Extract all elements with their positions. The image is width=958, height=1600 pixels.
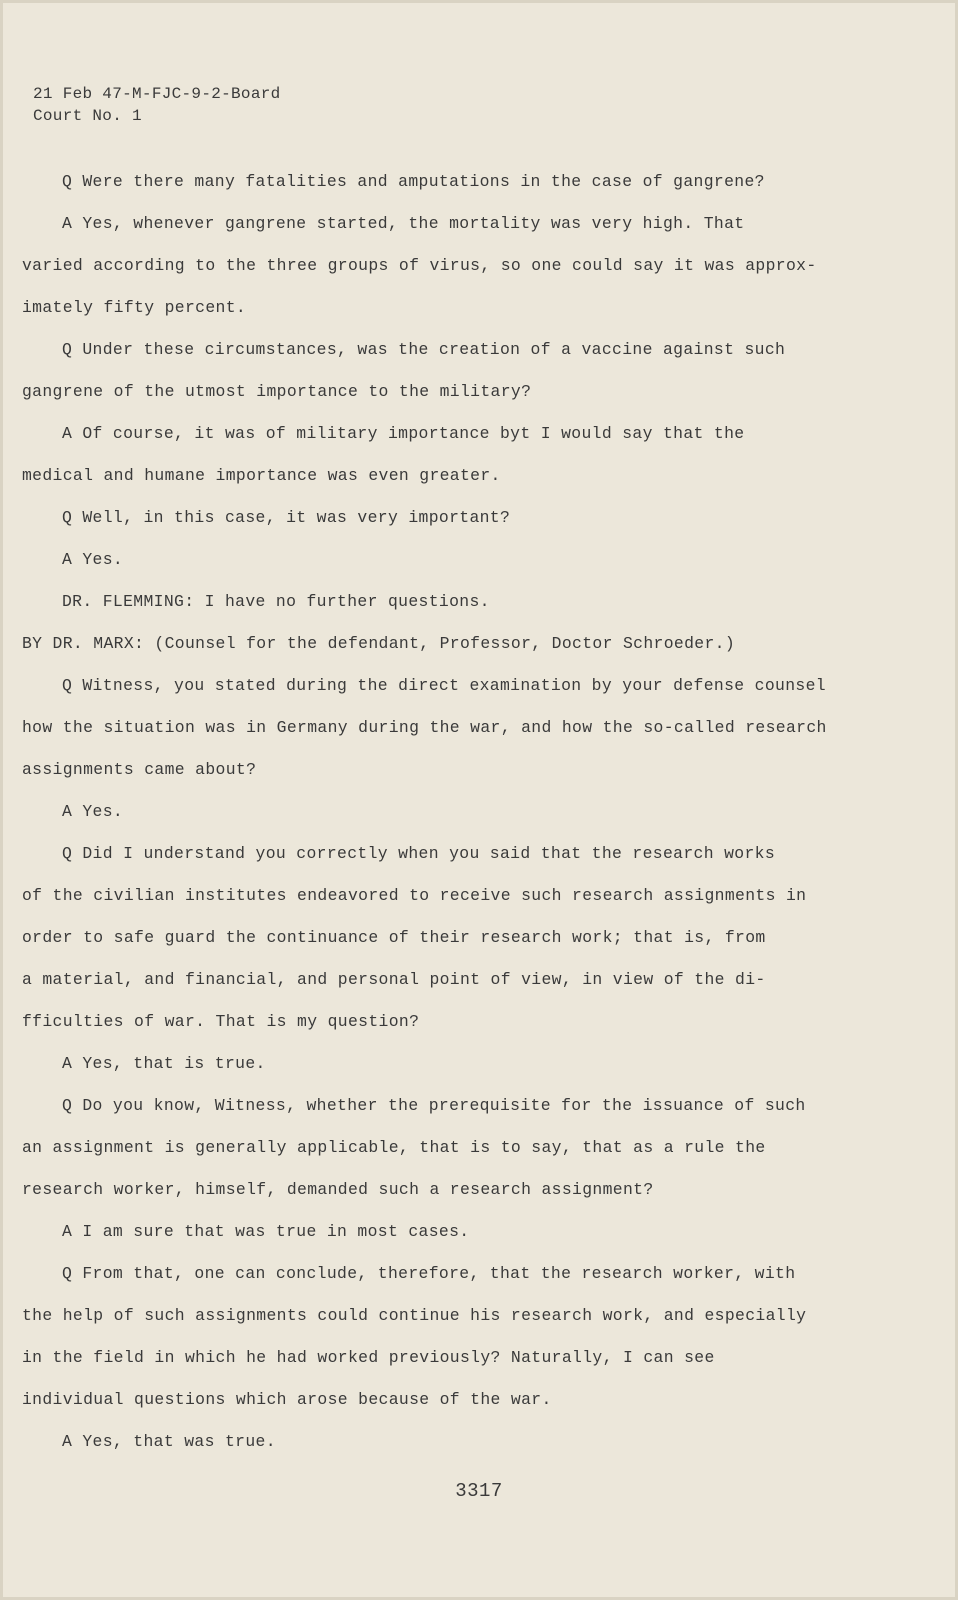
transcript-line: the help of such assignments could continue his research work, and especially [22, 1306, 807, 1325]
transcript-line: a material, and financial, and personal point of view, in view of the di- [22, 970, 766, 989]
transcript-line: Q Were there many fatalities and amputations in the case of gangrene? [62, 172, 765, 191]
header-reference: 21 Feb 47-M-FJC-9-2-Board [33, 85, 281, 103]
transcript-body [22, 161, 922, 1463]
transcript-line: A Yes, that is true. [62, 1054, 266, 1073]
transcript-line: BY DR. MARX: (Counsel for the defendant, Professor, Doctor Schroeder.) [22, 634, 736, 653]
transcript-line: assignments came about? [22, 760, 257, 779]
transcript-line: medical and humane importance was even greater. [22, 466, 501, 485]
transcript-line: an assignment is generally applicable, that is to say, that as a rule the [22, 1138, 766, 1157]
document-header [33, 83, 281, 127]
page-number: 3317 [455, 1480, 503, 1502]
transcript-line: how the situation was in Germany during the war, and how the so-called research [22, 718, 827, 737]
transcript-line: research worker, himself, demanded such a research assignment? [22, 1180, 654, 1199]
transcript-line: in the field in which he had worked previously? Naturally, I can see [22, 1348, 715, 1367]
transcript-line: order to safe guard the continuance of their research work; that is, from [22, 928, 766, 947]
transcript-line: A Yes. [62, 802, 124, 821]
transcript-line: Q Did I understand you correctly when you said that the research works [62, 844, 776, 863]
transcript-line: A Yes. [62, 550, 124, 569]
header-court: Court No. 1 [33, 107, 142, 125]
transcript-line: A Yes, that was true. [62, 1432, 276, 1451]
transcript-line: A Yes, whenever gangrene started, the mortality was very high. That [62, 214, 745, 233]
transcript-line: DR. FLEMMING: I have no further questions. [62, 592, 490, 611]
transcript-line: fficulties of war. That is my question? [22, 1012, 420, 1031]
transcript-line: A I am sure that was true in most cases. [62, 1222, 470, 1241]
transcript-line: Q Under these circumstances, was the creation of a vaccine against such [62, 340, 786, 359]
transcript-line: gangrene of the utmost importance to the military? [22, 382, 532, 401]
transcript-line: of the civilian institutes endeavored to receive such research assignments in [22, 886, 807, 905]
transcript-line: Q From that, one can conclude, therefore, that the research worker, with [62, 1264, 796, 1283]
transcript-line: Q Well, in this case, it was very important? [62, 508, 511, 527]
transcript-line: Q Do you know, Witness, whether the prerequisite for the issuance of such [62, 1096, 806, 1115]
transcript-line: individual questions which arose because of the war. [22, 1390, 552, 1409]
transcript-line: Q Witness, you stated during the direct examination by your defense counsel [62, 676, 826, 695]
transcript-line: imately fifty percent. [22, 298, 247, 317]
transcript-line: A Of course, it was of military importance byt I would say that the [62, 424, 745, 443]
transcript-line: varied according to the three groups of virus, so one could say it was approx- [22, 256, 817, 275]
